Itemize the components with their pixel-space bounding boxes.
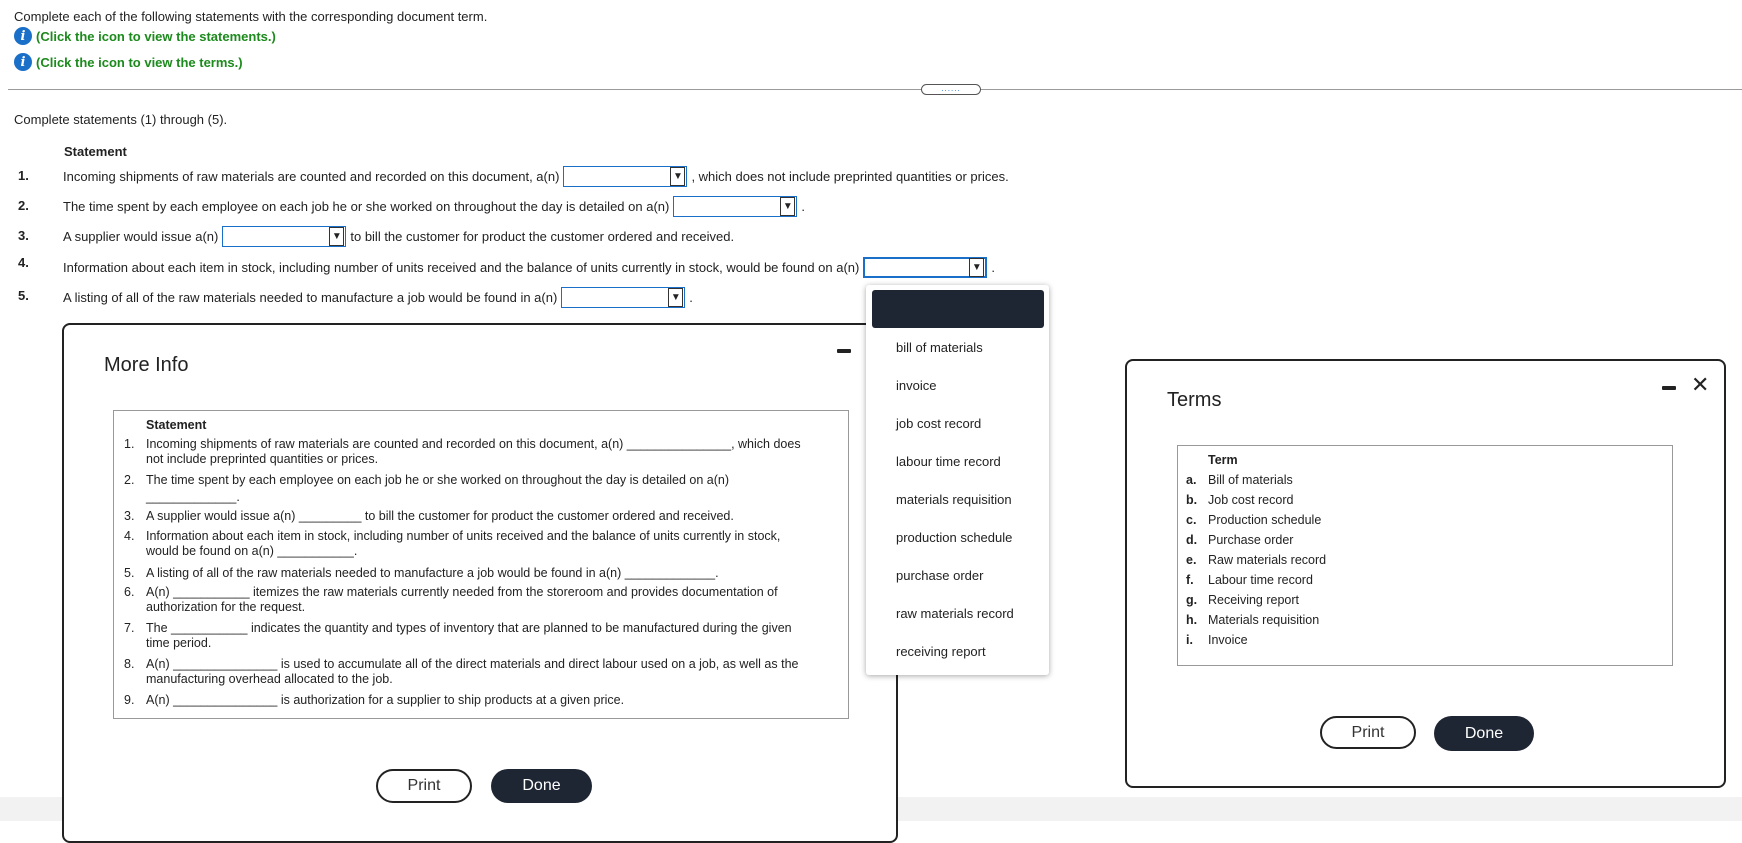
instruction-text: Complete each of the following statements with the corresponding document term.: [14, 9, 488, 24]
chevron-down-icon[interactable]: ▼: [780, 197, 795, 216]
dropdown-option[interactable]: purchase order: [896, 568, 984, 583]
statement-number: 4.: [18, 255, 29, 270]
dropdown-option[interactable]: job cost record: [896, 416, 982, 431]
list-number: 1.: [124, 437, 135, 451]
statement-text: The time spent by each employee on each job he or she worked on throughout the day is detailed on a(n): [63, 199, 670, 214]
list-item: not include preprinted quantities or prices.: [146, 452, 379, 466]
list-item: A supplier would issue a(n) _________ to bill the customer for product the customer ordered and received.: [146, 509, 734, 523]
statement-text: .: [689, 290, 693, 305]
list-item: time period.: [146, 636, 212, 650]
term-letter: e.: [1186, 553, 1197, 567]
statement-text: .: [801, 199, 805, 214]
more-info-done-button[interactable]: Done: [491, 769, 592, 803]
statement-row-2: [63, 196, 805, 217]
dropdown-option[interactable]: labour time record: [896, 454, 1001, 469]
view-terms-label[interactable]: (Click the icon to view the terms.): [36, 54, 243, 70]
chevron-down-icon[interactable]: ▼: [329, 227, 344, 246]
list-item: Information about each item in stock, including number of units received and the balance of units currently in stock,: [146, 529, 781, 543]
term-item: Labour time record: [1208, 573, 1313, 587]
statement-text: A listing of all of the raw materials needed to manufacture a job would be found in a(n): [63, 290, 558, 305]
list-item: A(n) ___________ itemizes the raw materials currently needed from the storeroom and provides documentation of: [146, 585, 778, 599]
statement-number: 5.: [18, 288, 29, 303]
view-statements-link[interactable]: [14, 27, 276, 45]
list-number: 4.: [124, 529, 135, 543]
list-number: 8.: [124, 657, 135, 671]
list-number: 7.: [124, 621, 135, 635]
term-letter: b.: [1186, 493, 1198, 507]
statement-text: A supplier would issue a(n): [63, 229, 219, 244]
statement-text: , which does not include preprinted quantities or prices.: [691, 169, 1009, 184]
more-info-print-button[interactable]: Print: [376, 769, 472, 803]
dropdown-highlighted-option[interactable]: [872, 290, 1044, 328]
term-letter: d.: [1186, 533, 1198, 547]
term-item: Job cost record: [1208, 493, 1294, 507]
chevron-down-icon[interactable]: ▼: [969, 258, 984, 277]
more-info-dialog: [62, 323, 898, 843]
list-item: _____________.: [146, 490, 240, 504]
answer-select-3[interactable]: [222, 226, 346, 247]
terms-title: Terms: [1167, 389, 1222, 411]
term-item: Receiving report: [1208, 593, 1300, 607]
statement-text: .: [991, 260, 995, 275]
chevron-down-icon[interactable]: ▼: [670, 167, 685, 186]
info-icon[interactable]: i: [14, 27, 32, 45]
section-divider: [8, 89, 1742, 90]
chevron-down-icon[interactable]: ▼: [668, 288, 683, 307]
list-number: 3.: [124, 509, 135, 523]
terms-dialog: [1125, 359, 1726, 788]
term-item: Invoice: [1208, 633, 1248, 647]
list-item: authorization for the request.: [146, 600, 306, 614]
terms-list-box: [1177, 445, 1673, 666]
statement-row-4: [63, 257, 995, 278]
more-info-title: More Info: [104, 354, 189, 376]
statement-text: Incoming shipments of raw materials are counted and recorded on this document, a(n): [63, 169, 560, 184]
term-letter: g.: [1186, 593, 1198, 607]
term-item: Bill of materials: [1208, 473, 1293, 487]
statement-text: to bill the customer for product the customer ordered and received.: [350, 229, 735, 244]
statement-column-header: Statement: [64, 144, 127, 159]
list-item: would be found on a(n) ___________.: [146, 544, 358, 558]
statement-row-5: [63, 287, 693, 308]
list-item: A(n) _______________ is authorization for a supplier to ship products at a given price.: [146, 693, 625, 707]
dropdown-option[interactable]: production schedule: [896, 530, 1013, 545]
statement-row-3: [63, 226, 734, 247]
term-dropdown-list[interactable]: [866, 285, 1049, 675]
term-letter: h.: [1186, 613, 1198, 627]
list-item: A(n) _______________ is used to accumulate all of the direct materials and direct labour used on a job, as well as the: [146, 657, 799, 671]
dropdown-option[interactable]: bill of materials: [896, 340, 983, 355]
answer-select-1[interactable]: [563, 166, 687, 187]
term-letter: i.: [1186, 633, 1193, 647]
term-letter: f.: [1186, 573, 1194, 587]
statement-number: 3.: [18, 228, 29, 243]
answer-select-5[interactable]: [561, 287, 685, 308]
answer-select-2[interactable]: [673, 196, 797, 217]
term-item: Materials requisition: [1208, 613, 1320, 627]
list-number: 6.: [124, 585, 135, 599]
statement-number: 1.: [18, 168, 29, 183]
statements-list-box: [113, 410, 849, 719]
list-number: 9.: [124, 693, 135, 707]
list-number: 2.: [124, 473, 135, 487]
list-item: Incoming shipments of raw materials are counted and recorded on this document, a(n) _______________, which does: [146, 437, 801, 451]
sub-instruction: Complete statements (1) through (5).: [14, 112, 228, 127]
list-item: The ___________ indicates the quantity and types of inventory that are planned to be manufactured during the given: [146, 621, 792, 635]
term-item: Purchase order: [1208, 533, 1294, 547]
dropdown-option[interactable]: materials requisition: [896, 492, 1012, 507]
dropdown-option[interactable]: invoice: [896, 378, 937, 393]
info-icon[interactable]: i: [14, 53, 32, 71]
list-item: manufacturing overhead allocated to the job.: [146, 672, 393, 686]
list-item: The time spent by each employee on each job he or she worked on throughout the day is detailed on a(n): [146, 473, 730, 487]
term-letter: c.: [1186, 513, 1197, 527]
close-icon[interactable]: ✕: [1691, 372, 1710, 397]
statement-row-1: [63, 166, 1009, 187]
term-letter: a.: [1186, 473, 1197, 487]
terms-done-button[interactable]: Done: [1434, 716, 1534, 751]
view-terms-link[interactable]: [14, 53, 243, 71]
answer-select-4[interactable]: [863, 257, 987, 278]
terms-print-button[interactable]: Print: [1320, 716, 1416, 749]
term-item: Production schedule: [1208, 513, 1322, 527]
more-info-column-header: Statement: [146, 418, 207, 432]
resize-handle[interactable]: ......: [921, 84, 981, 95]
statement-number: 2.: [18, 198, 29, 213]
minimize-icon[interactable]: [837, 349, 851, 353]
list-item: A listing of all of the raw materials needed to manufacture a job would be found in a(n) _____________.: [146, 566, 719, 580]
dropdown-option[interactable]: raw materials record: [896, 606, 1014, 621]
statement-text: Information about each item in stock, including number of units received and the balance of units currently in stock, would be found on a(n): [63, 260, 860, 275]
dropdown-option[interactable]: receiving report: [896, 644, 986, 659]
terms-column-header: Term: [1208, 453, 1238, 467]
term-item: Raw materials record: [1208, 553, 1327, 567]
view-statements-label[interactable]: (Click the icon to view the statements.): [36, 28, 276, 44]
minimize-icon[interactable]: [1662, 386, 1676, 390]
list-number: 5.: [124, 566, 135, 580]
